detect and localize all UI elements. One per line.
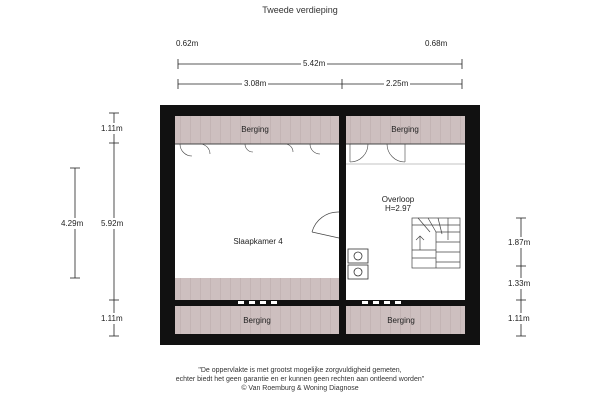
room-label-storage-top-right: Berging [391,125,419,134]
interior-wall-bottom [175,300,465,306]
dim-right-lower: 1.33m [508,279,531,288]
room-label-landing-height: H=2.97 [384,204,412,213]
dim-left-total: 5.92m [101,219,124,228]
dim-left-mid: 4.29m [61,219,84,228]
room-label-storage-bottom-right: Berging [387,316,415,325]
dim-right-mid: 1.87m [508,238,531,247]
footer-copyright: © Van Roemburg & Woning Diagnose [241,385,359,392]
dim-right-width: 2.25m [386,79,409,88]
dim-total-width: 5.42m [303,59,326,68]
room-label-bedroom: Slaapkamer 4 [233,237,283,246]
dim-left-top: 1.11m [101,124,123,133]
dim-right-bottom: 1.11m [508,314,530,323]
staircase [412,218,460,268]
dim-left-offset: 0.62m [176,39,199,48]
room-label-storage-top-left: Berging [241,125,269,134]
room-label-landing: Overloop [381,195,415,204]
dim-left-bottom: 1.11m [101,314,123,323]
room-label-storage-bottom-left: Berging [243,316,271,325]
footer-disclaimer-line1: "De oppervlakte is met grootst mogelijke zorgvuldigheid gemeten, [198,367,402,374]
floor-title: Tweede verdieping [262,5,338,15]
footer-disclaimer-line2: echter biedt het geen garantie en er kunnen geen rechten aan ontleend worden" [175,376,425,383]
dim-left-width: 3.08m [244,79,267,88]
bedroom-lower-slope [175,278,339,300]
dim-right-offset: 0.68m [425,39,448,48]
